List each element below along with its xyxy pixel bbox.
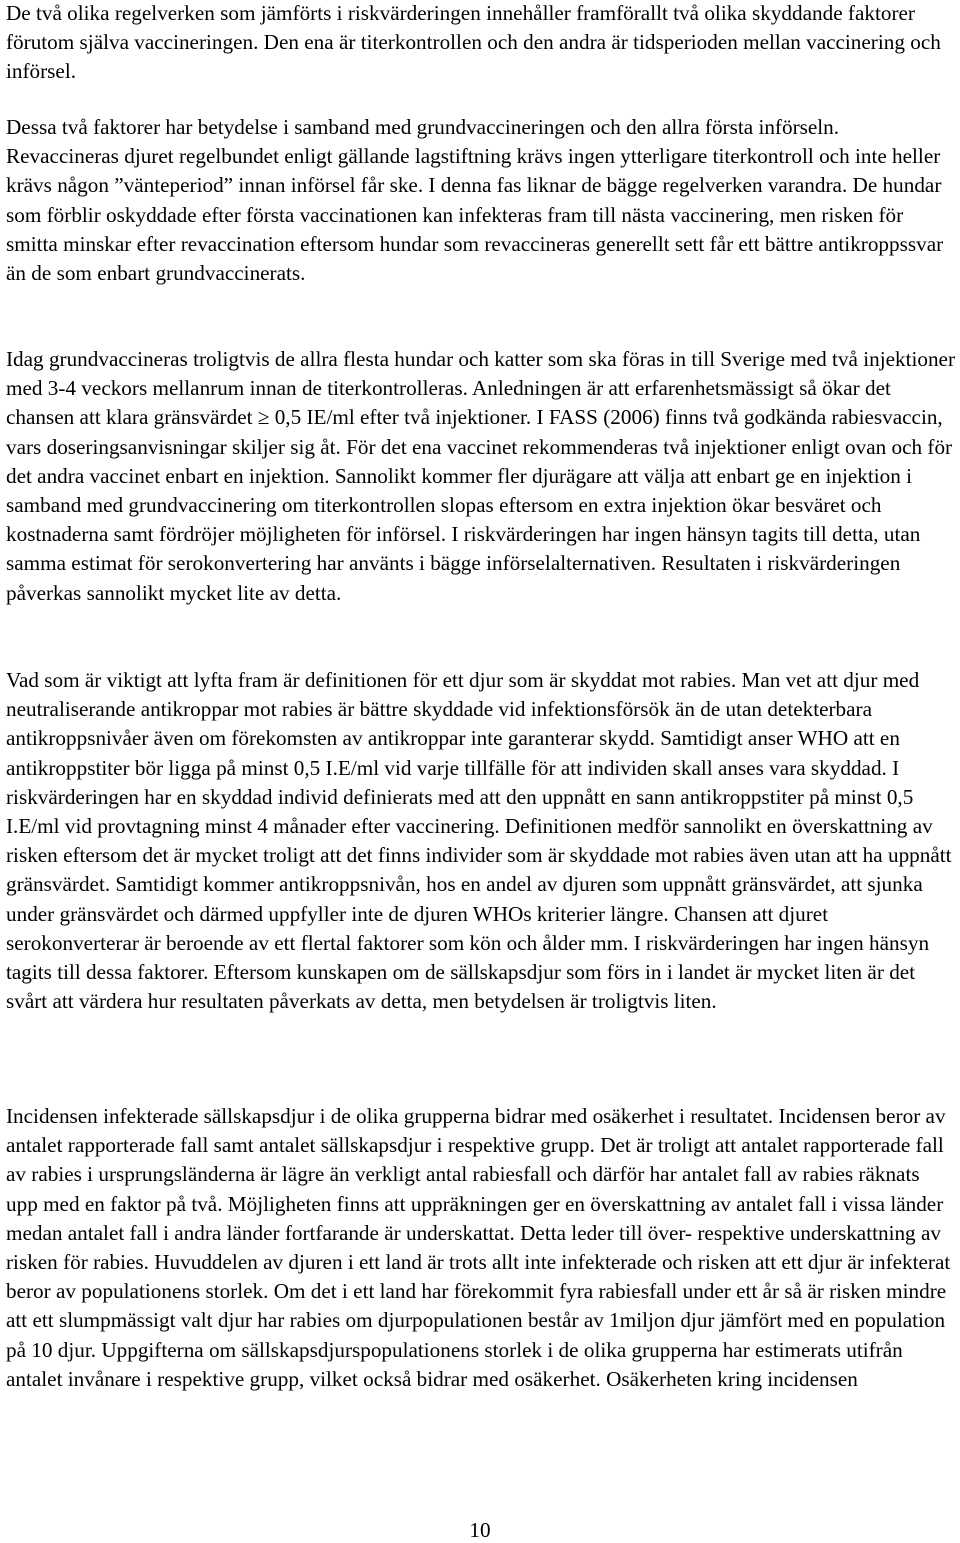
paragraph-skyddad-definition: Vad som är viktigt att lyfta fram är definitionen för ett djur som är skyddat mot rabies. Man vet att djur med neutraliserande antikroppar mot rabies är bättre skyddade vid infektionsförsök än de utan detekterbara antikroppsnivåer även om förekomsten av antikroppar inte garanterar skydd. Samtidigt anser WHO att en antikroppstiter bör ligga på minst 0,5 I.E/ml vid varje tillfälle för att individen skall anses vara skyddad. I riskvärderingen har en skyddad individ definierats med att den uppnått en sann antikroppstiter på minst 0,5 I.E/ml vid provtagning minst 4 månader efter vaccinering. Definitionen medför sannolikt en överskattning av risken eftersom det är mycket troligt att det finns individer som är skyddade mot rabies även utan att ha uppnått gränsvärdet. Samtidigt kommer antikroppsnivån, hos en andel av djuren som uppnått gränsvärdet, att sjunka under gränsvärdet och därmed uppfyller inte de djuren WHOs kriterier längre. Chansen att djuret serokonverterar är beroende av ett flertal faktorer som kön och ålder mm. I riskvärderingen har ingen hänsyn tagits till dessa faktorer. Eftersom kunskapen om de sällskapsdjur som förs in i landet är mycket liten är det svårt att värdera hur resultaten påverkats av detta, men betydelsen är troligtvis liten. (6, 668, 952, 1014)
page-number: 10 (469, 1518, 491, 1542)
paragraph-grundvaccinering: Dessa två faktorer har betydelse i samband med grundvaccineringen och den allra första införseln. Revaccineras djuret regelbundet enligt gällande lagstiftning krävs ingen ytterligare titerkontroll och inte heller krävs någon ”vänteperiod” innan införsel får ske. I denna fas liknar de bägge regelverken varandra. De hundar som förblir oskyddade efter första vaccinationen kan infekteras fram till nästa vaccinering, men risken för smitta minskar efter revaccination eftersom hundar som revaccineras generellt sett får ett bättre antikroppssvar än de som enbart grundvaccinerats. (6, 115, 944, 286)
paragraph-injektioner: Idag grundvaccineras troligtvis de allra flesta hundar och katter som ska föras in till Sverige med två injektioner med 3-4 veckors mellanrum innan de titerkontrolleras. Anledningen är att erfarenhetsmässigt så ökar det chansen att klara gränsvärdet ≥ 0,5 IE/ml efter två injektioner. I FASS (2006) finns två godkända rabiesvaccin, vars doseringsanvisningar skiljer sig åt. För det ena vaccinet rekommenderas två injektioner enligt ovan och för det andra vaccinet enbart en injektion. Sannolikt kommer fler djurägare att välja att enbart ge en injektion i samband med grundvaccinering om titerkontrollen slopas eftersom en extra injektion ökar besväret och kostnaderna samt fördröjer möjligheten för införsel. I riskvärderingen har ingen hänsyn tagits till detta, utan samma estimat för serokonvertering har använts i bägge införselalternativen. Resultaten i riskvärderingen påverkas sannolikt mycket lite av detta. (6, 347, 956, 605)
paragraph-incidens: Incidensen infekterade sällskapsdjur i de olika grupperna bidrar med osäkerhet i resultatet. Incidensen beror av antalet rapporterade fall samt antalet sällskapsdjur i respektive grupp. Det är troligt att antalet rapporterade fall av rabies i ursprungsländerna är lägre än verkligt antal rabiesfall och därför har antalet fall av rabies räknats upp med en faktor på två. Möjligheten finns att uppräkningen ger en överskattning av antalet fall i vissa länder medan antalet fall i andra länder fortfarande är underskattat. Detta leder till över- respektive underskattning av risken för rabies. Huvuddelen av djuren i ett land är trots allt inte infekterade och risken att ett djur är infekterat beror av populationens storlek. Om det i ett land har förekommit fyra rabiesfall under ett år så är risken mindre att ett slumpmässigt valt djur har rabies om djurpopulationen består av 1miljon djur jämfört med en population på 10 djur. Uppgifterna om sällskapsdjurspopulationens storlek i de olika grupperna har estimerats utifrån antalet invånare i respektive grupp, vilket också bidrar med osäkerhet. Osäkerheten kring incidensen (6, 1104, 951, 1391)
paragraph-regelverk: De två olika regelverken som jämförts i riskvärderingen innehåller framförallt två olika skyddande faktorer förutom själva vaccineringen. Den ena är titerkontrollen och den andra är tidsperioden mellan vaccinering och införsel. (6, 1, 941, 84)
